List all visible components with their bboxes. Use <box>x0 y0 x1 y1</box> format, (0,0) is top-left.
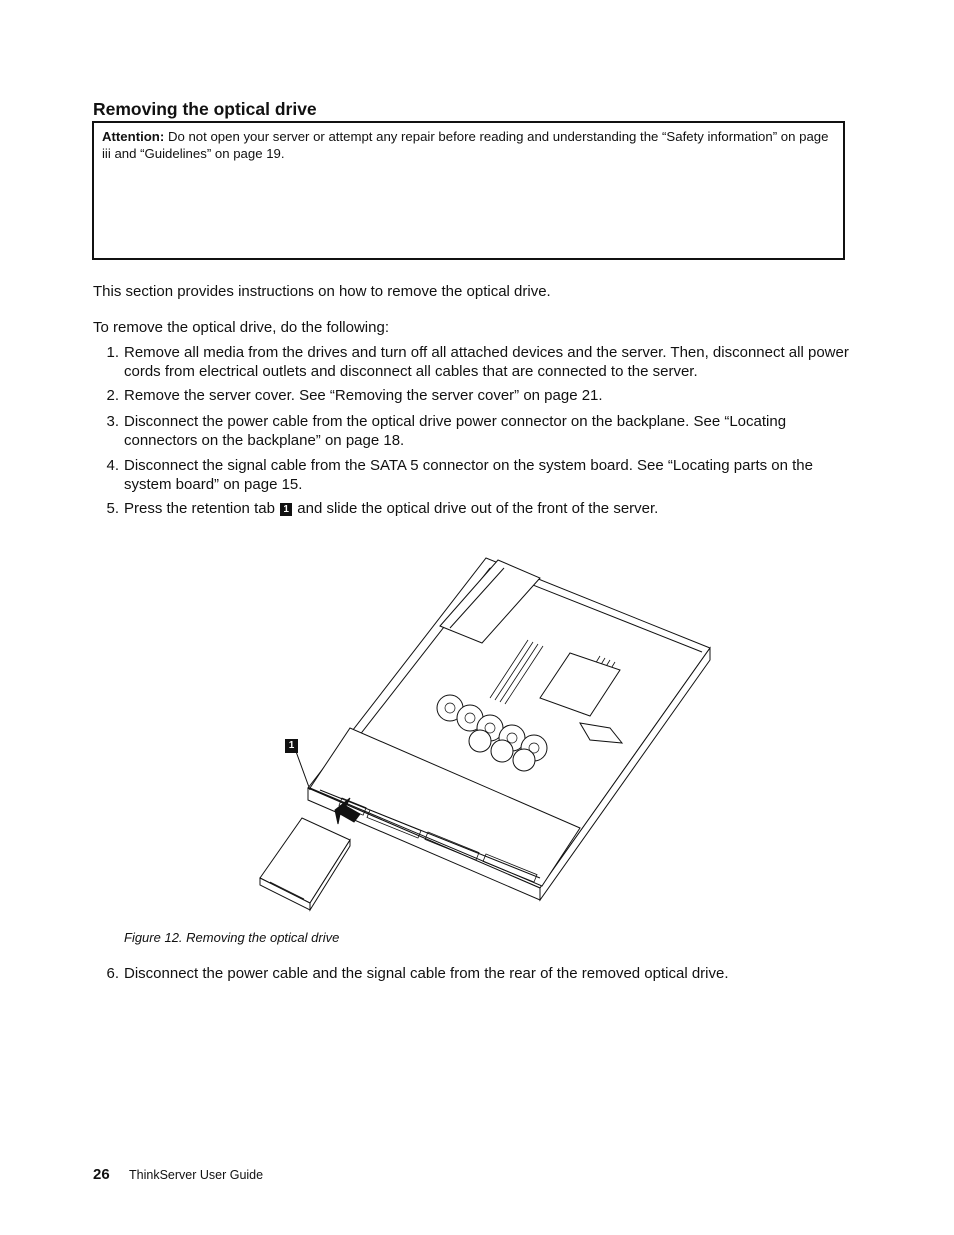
attention-notice <box>92 121 845 260</box>
step-number: 4. <box>106 457 119 474</box>
figure-callout: 1 <box>285 739 298 753</box>
intro-paragraph: This section provides instructions on how to remove the optical drive. <box>93 283 551 300</box>
step-text: Disconnect the power cable from the optical drive power connector on the backplane. See “Locating connectors on the backplane” on page 18. <box>124 413 787 449</box>
step-text: Remove the server cover. See “Removing the server cover” on page 21. <box>124 387 603 404</box>
server-illustration <box>250 548 720 914</box>
attention-label: Attention: <box>102 129 165 144</box>
attention-text <box>102 128 833 162</box>
page-number: 26 <box>93 1166 110 1183</box>
step-number: 3. <box>106 413 119 430</box>
step-text <box>124 500 853 519</box>
section-heading: Removing the optical drive <box>93 99 317 119</box>
step-text: Remove all media from the drives and turn off all attached devices and the server. Then, disconnect all power cords from electrical outlets and disconnect all cables that are connected to the server. <box>124 344 849 380</box>
step-number: 2. <box>106 387 119 404</box>
step-number: 1. <box>106 344 119 361</box>
step-text-before: Press the retention tab <box>124 500 275 517</box>
step-text: Disconnect the power cable and the signal cable from the rear of the removed optical drive. <box>124 965 729 982</box>
step-text: Disconnect the signal cable from the SATA 5 connector on the system board. See “Locating parts on the system board” on page 15. <box>124 457 813 493</box>
footer-title: ThinkServer User Guide <box>129 1168 264 1182</box>
lead-paragraph: To remove the optical drive, do the following: <box>93 319 389 336</box>
step-text-after: and slide the optical drive out of the front of the server. <box>297 500 659 517</box>
figure-caption: Figure 12. Removing the optical drive <box>124 930 340 945</box>
callout-badge: 1 <box>280 503 292 516</box>
step-number: 6. <box>106 965 119 982</box>
attention-body: Do not open your server or attempt any repair before reading and understanding the “Safety information” on page iii and “Guidelines” on page 19. <box>102 129 829 161</box>
step-number: 5. <box>106 500 119 517</box>
